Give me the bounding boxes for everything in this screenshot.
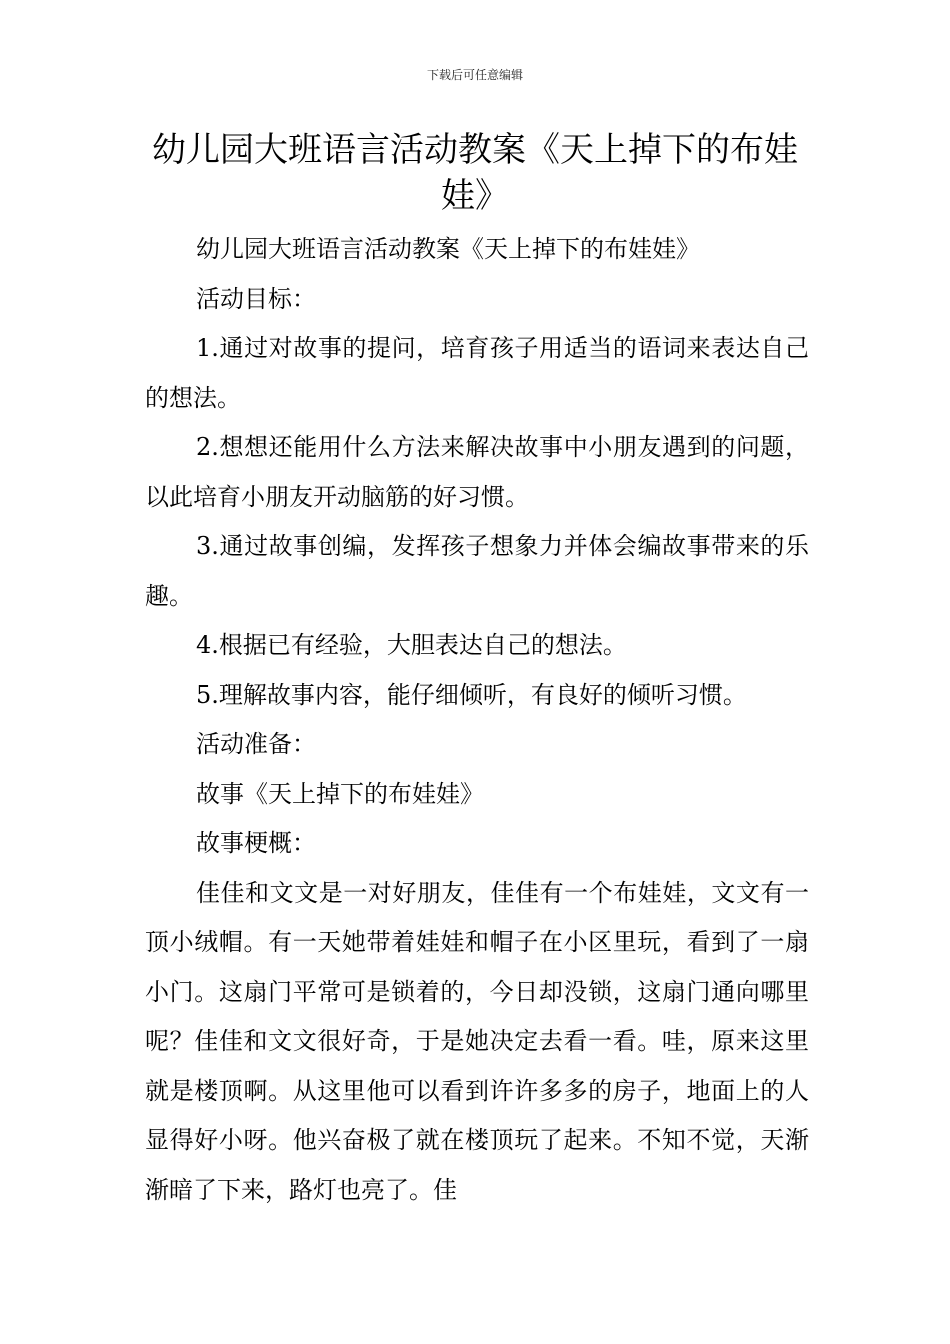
paragraph-goal-3: 3.通过故事创编，发挥孩子想象力并体会编故事带来的乐趣。 [145,532,809,610]
paragraph-goal-2: 2.想想还能用什么方法来解决故事中小朋友遇到的问题，以此培育小朋友开动脑筋的好习惯。 [145,433,809,511]
document-body [145,225,809,1215]
paragraph-subtitle: 幼儿园大班语言活动教案《天上掉下的布娃娃》 [196,235,700,263]
header-note: 下载后可任意编辑 [426,68,523,82]
paragraph-goal-4: 4.根据已有经验，大胆表达自己的想法。 [196,631,627,659]
paragraph-goal-5: 5.理解故事内容，能仔细倾听，有良好的倾听习惯。 [196,680,747,709]
paragraph-goals-heading: 活动目标： [196,284,316,313]
paragraph-preparation-heading: 活动准备： [196,730,316,758]
paragraph-goal-1: 1.通过对故事的提问，培育孩子用适当的语词来表达自己的想法。 [145,334,809,412]
paragraph-story-text: 佳佳和文文是一对好朋友，佳佳有一个布娃娃，文文有一顶小绒帽。有一天她带着娃娃和帽子在小区里玩，看到了一扇小门。这扇门平常可是锁着的，今日却没锁，这扇门通向哪里呢？佳佳和文文很好奇，于是她决定去看一看。哇，原来这里就是楼顶啊。从这里他可以看到许许多多的房子，地面上的人显得好小呀。他兴奋极了就在楼顶玩了起来。不知不觉，天渐渐暗了下来，路灯也亮了。佳 [145,878,809,1204]
paragraph-story-name: 故事《天上掉下的布娃娃》 [196,779,484,808]
paragraph-synopsis-heading: 故事梗概： [196,829,316,857]
document-title: 幼儿园大班语言活动教案《天上掉下的布娃娃》 [152,130,798,216]
